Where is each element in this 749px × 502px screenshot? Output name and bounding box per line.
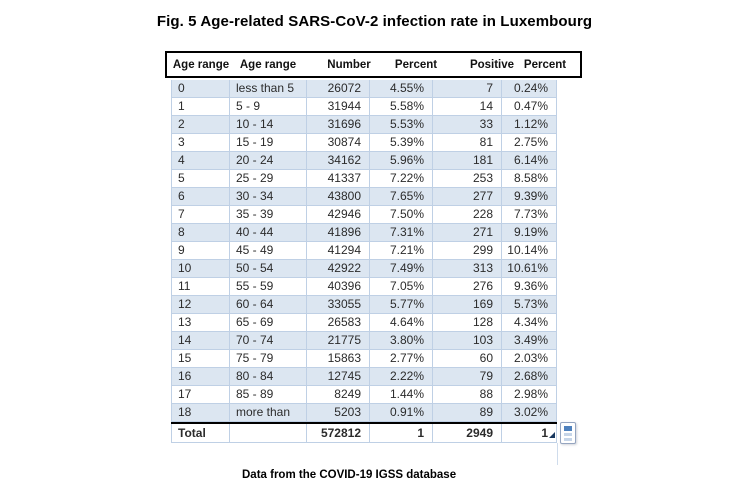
- cell-positive-percent[interactable]: 7.73%: [502, 206, 557, 223]
- cell-total-positive-percent[interactable]: 1: [502, 424, 557, 442]
- column-header-number-percent: Percent: [394, 58, 438, 71]
- cell-age-range[interactable]: 70 - 74: [230, 332, 307, 349]
- cell-number-percent[interactable]: 5.53%: [370, 116, 433, 133]
- cell-number-percent[interactable]: 7.05%: [370, 278, 433, 295]
- cell-positive-percent[interactable]: 3.49%: [502, 332, 557, 349]
- column-header-positive-percent: Percent: [523, 58, 567, 71]
- cell-total-number-percent[interactable]: 1: [370, 424, 433, 442]
- cell-positive[interactable]: 277: [433, 188, 502, 205]
- cell-positive-percent[interactable]: 8.58%: [502, 170, 557, 187]
- table-row[interactable]: [171, 350, 557, 368]
- cell-positive[interactable]: 169: [433, 296, 502, 313]
- cell-positive[interactable]: 88: [433, 386, 502, 403]
- cell-age-index[interactable]: 8: [171, 224, 230, 241]
- cell-number[interactable]: 41337: [307, 170, 370, 187]
- cell-age-range[interactable]: 10 - 14: [230, 116, 307, 133]
- cell-positive[interactable]: 181: [433, 152, 502, 169]
- cell-positive[interactable]: 60: [433, 350, 502, 367]
- cell-number-percent[interactable]: 7.49%: [370, 260, 433, 277]
- cell-age-range[interactable]: 75 - 79: [230, 350, 307, 367]
- cell-positive-percent[interactable]: 3.02%: [502, 404, 557, 421]
- cell-number[interactable]: 26583: [307, 314, 370, 331]
- cell-age-index[interactable]: 17: [171, 386, 230, 403]
- cell-positive-percent[interactable]: 0.47%: [502, 98, 557, 115]
- cell-number[interactable]: 8249: [307, 386, 370, 403]
- cell-age-index[interactable]: 7: [171, 206, 230, 223]
- cell-positive[interactable]: 299: [433, 242, 502, 259]
- cell-number[interactable]: 41896: [307, 224, 370, 241]
- table-row[interactable]: [171, 368, 557, 386]
- cell-number-percent[interactable]: 2.77%: [370, 350, 433, 367]
- table-row[interactable]: [171, 296, 557, 314]
- cell-number-percent[interactable]: 5.58%: [370, 98, 433, 115]
- cell-positive[interactable]: 103: [433, 332, 502, 349]
- cell-age-range[interactable]: 5 - 9: [230, 98, 307, 115]
- cell-positive-percent[interactable]: 9.19%: [502, 224, 557, 241]
- cell-number[interactable]: 43800: [307, 188, 370, 205]
- cell-age-range[interactable]: 85 - 89: [230, 386, 307, 403]
- column-header-number: Number: [327, 58, 371, 71]
- table-row[interactable]: [171, 314, 557, 332]
- cell-age-index[interactable]: 10: [171, 260, 230, 277]
- cell-positive[interactable]: 276: [433, 278, 502, 295]
- cell-number[interactable]: 42946: [307, 206, 370, 223]
- cell-age-index[interactable]: 16: [171, 368, 230, 385]
- cell-number-percent[interactable]: 2.22%: [370, 368, 433, 385]
- cell-age-index[interactable]: 3: [171, 134, 230, 151]
- cell-number[interactable]: 40396: [307, 278, 370, 295]
- table-row[interactable]: [171, 278, 557, 296]
- cell-positive[interactable]: 79: [433, 368, 502, 385]
- cell-positive[interactable]: 33: [433, 116, 502, 133]
- cell-number-percent[interactable]: 7.50%: [370, 206, 433, 223]
- cell-age-index[interactable]: 13: [171, 314, 230, 331]
- cell-age-index[interactable]: 2: [171, 116, 230, 133]
- table-row[interactable]: [171, 134, 557, 152]
- cell-number-percent[interactable]: 7.31%: [370, 224, 433, 241]
- cell-positive-percent[interactable]: 9.36%: [502, 278, 557, 295]
- cell-age-range[interactable]: 80 - 84: [230, 368, 307, 385]
- table-row[interactable]: [171, 242, 557, 260]
- cell-positive[interactable]: 89: [433, 404, 502, 421]
- cell-age-range[interactable]: 40 - 44: [230, 224, 307, 241]
- cell-age-range[interactable]: 25 - 29: [230, 170, 307, 187]
- cell-age-index[interactable]: 6: [171, 188, 230, 205]
- cell-age-range[interactable]: 55 - 59: [230, 278, 307, 295]
- cell-positive[interactable]: 228: [433, 206, 502, 223]
- cell-age-index[interactable]: 12: [171, 296, 230, 313]
- cell-age-range[interactable]: 45 - 49: [230, 242, 307, 259]
- cell-age-index[interactable]: 0: [171, 80, 230, 97]
- cell-number[interactable]: 41294: [307, 242, 370, 259]
- table-row[interactable]: [171, 98, 557, 116]
- cell-number-percent[interactable]: 0.91%: [370, 404, 433, 421]
- cell-positive-percent[interactable]: 9.39%: [502, 188, 557, 205]
- cell-number-percent[interactable]: 3.80%: [370, 332, 433, 349]
- table-row[interactable]: [171, 116, 557, 134]
- cell-number-percent[interactable]: 5.77%: [370, 296, 433, 313]
- cell-number-percent[interactable]: 7.22%: [370, 170, 433, 187]
- cell-positive-percent[interactable]: 2.68%: [502, 368, 557, 385]
- cell-total-number[interactable]: 572812: [307, 424, 370, 442]
- cell-positive-percent[interactable]: 4.34%: [502, 314, 557, 331]
- cell-number[interactable]: 26072: [307, 80, 370, 97]
- cell-number[interactable]: 33055: [307, 296, 370, 313]
- autofill-options-icon: [564, 426, 572, 431]
- table-row[interactable]: [171, 170, 557, 188]
- cell-age-index[interactable]: 18: [171, 404, 230, 421]
- cell-age-index[interactable]: 14: [171, 332, 230, 349]
- spreadsheet-grid: [171, 80, 557, 422]
- cell-age-range[interactable]: 65 - 69: [230, 314, 307, 331]
- cell-number[interactable]: 31944: [307, 98, 370, 115]
- cell-number[interactable]: 21775: [307, 332, 370, 349]
- cell-total-label[interactable]: Total: [171, 424, 230, 442]
- table-row[interactable]: [171, 188, 557, 206]
- cell-positive-percent[interactable]: 2.98%: [502, 386, 557, 403]
- cell-number-percent[interactable]: 4.64%: [370, 314, 433, 331]
- cell-positive-percent[interactable]: 6.14%: [502, 152, 557, 169]
- cell-total-positive[interactable]: 2949: [433, 424, 502, 442]
- cell-age-range[interactable]: less than 5: [230, 80, 307, 97]
- cell-positive-percent[interactable]: 1.12%: [502, 116, 557, 133]
- cell-age-index[interactable]: 11: [171, 278, 230, 295]
- table-row[interactable]: [171, 332, 557, 350]
- table-row[interactable]: [171, 386, 557, 404]
- autofill-options-button[interactable]: [560, 422, 576, 444]
- selection-fill-handle-icon[interactable]: [549, 432, 555, 438]
- cell-positive[interactable]: 128: [433, 314, 502, 331]
- figure-title: Fig. 5 Age-related SARS-CoV-2 infection rate in Luxembourg: [156, 13, 593, 30]
- autofill-options-icon-line: [564, 438, 572, 441]
- cell-number-percent[interactable]: 7.21%: [370, 242, 433, 259]
- total-row[interactable]: [171, 422, 557, 443]
- table-row[interactable]: [171, 260, 557, 278]
- cell-age-index[interactable]: 15: [171, 350, 230, 367]
- cell-positive[interactable]: 7: [433, 80, 502, 97]
- table-header-row: [165, 51, 582, 78]
- cell-number-percent[interactable]: 1.44%: [370, 386, 433, 403]
- table-row[interactable]: [171, 206, 557, 224]
- cell-positive-percent[interactable]: 10.61%: [502, 260, 557, 277]
- cell-age-index[interactable]: 1: [171, 98, 230, 115]
- cell-number[interactable]: 15863: [307, 350, 370, 367]
- cell-positive[interactable]: 14: [433, 98, 502, 115]
- cell-number[interactable]: 12745: [307, 368, 370, 385]
- column-header-positive: Positive: [469, 58, 515, 71]
- cell-positive-percent[interactable]: 5.73%: [502, 296, 557, 313]
- cell-positive-percent[interactable]: 2.03%: [502, 350, 557, 367]
- cell-number-percent[interactable]: 7.65%: [370, 188, 433, 205]
- cell-positive-percent[interactable]: 0.24%: [502, 80, 557, 97]
- column-header-age-range-index: Age range: [172, 58, 230, 71]
- cell-number[interactable]: 30874: [307, 134, 370, 151]
- cell-number-percent[interactable]: 5.96%: [370, 152, 433, 169]
- cell-age-range[interactable]: 30 - 34: [230, 188, 307, 205]
- cell-number[interactable]: 34162: [307, 152, 370, 169]
- cell-positive-percent[interactable]: 2.75%: [502, 134, 557, 151]
- table-row[interactable]: [171, 80, 557, 98]
- cell-age-range[interactable]: 35 - 39: [230, 206, 307, 223]
- figure-caption: Data from the COVID-19 IGSS database: [242, 469, 457, 481]
- cell-age-index[interactable]: 4: [171, 152, 230, 169]
- cell-age-index[interactable]: 9: [171, 242, 230, 259]
- column-header-age-range: Age range: [239, 58, 297, 71]
- cell-positive[interactable]: 81: [433, 134, 502, 151]
- cell-age-range[interactable]: 15 - 19: [230, 134, 307, 151]
- autofill-options-icon-line: [564, 433, 572, 436]
- cell-number-percent[interactable]: 5.39%: [370, 134, 433, 151]
- cell-number-percent[interactable]: 4.55%: [370, 80, 433, 97]
- cell-age-range[interactable]: 20 - 24: [230, 152, 307, 169]
- cell-age-range[interactable]: 60 - 64: [230, 296, 307, 313]
- cell-age-index[interactable]: 5: [171, 170, 230, 187]
- cell-age-range[interactable]: more than: [230, 404, 307, 421]
- cell-number[interactable]: 42922: [307, 260, 370, 277]
- cell-positive-percent[interactable]: 10.14%: [502, 242, 557, 259]
- table-row[interactable]: [171, 152, 557, 170]
- table-row[interactable]: [171, 404, 557, 422]
- table-row[interactable]: [171, 224, 557, 242]
- cell-positive[interactable]: 253: [433, 170, 502, 187]
- cell-positive[interactable]: 313: [433, 260, 502, 277]
- cell-number[interactable]: 5203: [307, 404, 370, 421]
- grid-tail-line: [557, 443, 558, 465]
- cell-age-range[interactable]: 50 - 54: [230, 260, 307, 277]
- cell-total-range[interactable]: [230, 424, 307, 442]
- cell-number[interactable]: 31696: [307, 116, 370, 133]
- cell-positive[interactable]: 271: [433, 224, 502, 241]
